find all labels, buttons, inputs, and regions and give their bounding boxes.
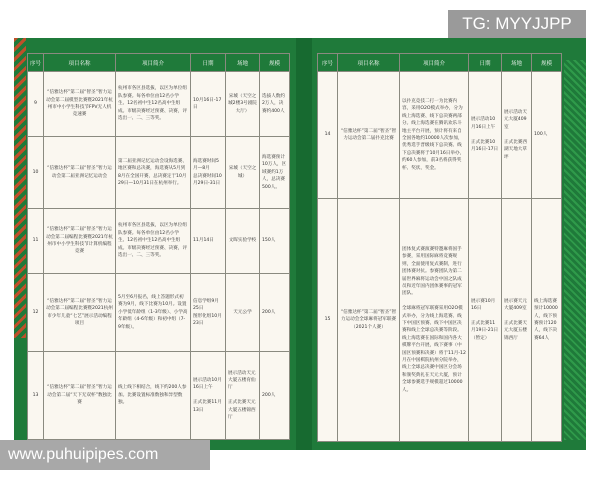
row-scale: 150人 — [260, 209, 290, 274]
row-scale: 200人 — [260, 274, 290, 352]
row-intro: 5月至6月报名，线上答题形式初赛为9月，线下比赛为10月。设置小学低年龄组（1-3年级）、小学高年龄组（4-6年级）和初中组（7-9年级）。 — [116, 274, 191, 352]
row-no: 15 — [318, 199, 338, 442]
right-page-table — [317, 53, 562, 442]
row-scale: 选拔人数约2万人，决赛约400人 — [260, 72, 290, 137]
row-venue: 宋城（天空之城2楼3号剧院大厅） — [226, 72, 260, 137]
row-intro: 杭州市各区县选拔，以区为单位组队参赛。每各单位由12名小学生、12名初中生12名高中生组成。市级决赛经过预赛、决赛，评选出一、二、三等奖。 — [116, 72, 191, 137]
header-venue: 场地 — [226, 54, 260, 72]
watermark-bottom: www.puhuipipes.com — [0, 440, 210, 470]
left-page-table — [27, 53, 290, 440]
page-gutter — [296, 38, 312, 450]
row-no: 12 — [28, 274, 44, 352]
row-venue: 展示赛天元大厦409室 正式比赛天元大厦五楼锦西厅 — [502, 199, 532, 442]
row-name: “信雅达杯”第二届“智圣”智力运动会第二届编程比赛暨2021年杭州市中小学生科技节计算机编程竞赛 — [44, 209, 116, 274]
decorative-swirl — [564, 60, 586, 440]
row-intro: 杭州市各区县选拔，以区为单位组队参赛。每各单位由12名小学生、12名初中生12名高中生组成。市级决赛经过预赛、决赛，评选出一、二、三等奖。 — [116, 209, 191, 274]
row-name: “信雅达杯”第二届“智圣”智力运动会第二届模型比赛暨2021年杭州市中小学生科技节FPV无人机竞速赛 — [44, 72, 116, 137]
row-scale: 线上海选赛预计10000人，线下预赛预计120人，线下决赛64人 — [532, 199, 562, 442]
row-scale: 200人 — [260, 352, 290, 440]
row-venue: 天元公学 — [226, 274, 260, 352]
header-name: 项目名称 — [338, 54, 400, 72]
header-intro: 项目简介 — [400, 54, 469, 72]
table-row — [28, 352, 290, 440]
row-intro: 团体复式赛演赛特邀麻将国手参赛，采用国际麻将竞赛规则，全面使用复式赛制，进行团体赛对抗。参赛团队为第二届世界麻将运动会中国之队成员和近年国内团体赛事的冠军团队。 全球麻将冠军联赛采用O2O模式举办，分为线上海选赛、线下中国区预赛、线下中国区决赛和线上全球总决赛等阶段。线上海选赛在国际和国内各大棋牌平台开展，线下赛事（中国区预赛和决赛）将于11月-12月在中国棋院杭州分院举办，线上全球总决赛中国区分会场和颁奖典礼在天元大厦，预计全球参赛选手规模超过10000人。 — [400, 199, 469, 442]
table-row — [28, 209, 290, 274]
row-date: 信息学组9月25日 图形化组10月23日 — [191, 274, 226, 352]
header-date: 日期 — [469, 54, 502, 72]
row-no: 13 — [28, 352, 44, 440]
header-no: 序号 — [318, 54, 338, 72]
row-name: “信雅达杯”第二届“智圣”智力运动会第二届“天下无双杯”数独比赛 — [44, 352, 116, 440]
row-intro: 线上线下相结合，线下约200人参加。比赛设置标准数独和异型数独。 — [116, 352, 191, 440]
table-row — [28, 72, 290, 137]
row-no: 9 — [28, 72, 44, 137]
row-venue: 展示活动天元大厦五楼育仙厅 正式比赛天元大厦五楼锦西厅 — [226, 352, 260, 440]
row-name: “信雅达杯”第二届“智圣”智力运动会全球麻将冠军联赛（2021个人赛） — [338, 199, 400, 442]
header-venue: 场地 — [502, 54, 532, 72]
table-row — [318, 199, 562, 442]
row-scale: 100人 — [532, 72, 562, 199]
table-row — [28, 274, 290, 352]
table-header-row — [318, 54, 562, 72]
row-date: 海选赛时间5月—8月 总决赛时间10月29日-31日 — [191, 137, 226, 209]
row-venue: 展示活动天元大厦409室 正式比赛西湖天地大草坪 — [502, 72, 532, 199]
row-venue: 文晖实验学校 — [226, 209, 260, 274]
row-name: “信雅达杯”第二届“智圣”智力运动会第二届扑克比赛 — [338, 72, 400, 199]
row-no: 11 — [28, 209, 44, 274]
row-name: “信雅达杯”第二届“智圣”智力运动会第二届亚洲记忆运动会 — [44, 137, 116, 209]
header-scale: 规模 — [532, 54, 562, 72]
header-name: 项目名称 — [44, 54, 116, 72]
row-date: 11月14日 — [191, 209, 226, 274]
row-date: 展示活动10月16日上午 正式比赛11月13日 — [191, 352, 226, 440]
row-date: 10月16日-17日 — [191, 72, 226, 137]
header-no: 序号 — [28, 54, 44, 72]
decorative-stripes — [14, 38, 26, 338]
table-header-row — [28, 54, 290, 72]
row-name: “信雅达杯”第二届“智圣”智力运动会第二届编程比赛暨2021杭州市少年儿童“七艺”展示活动编程项目 — [44, 274, 116, 352]
watermark-top: TG: MYYJJPP — [448, 10, 586, 38]
row-scale: 海选赛预计10万人，区域赛约1万人，总决赛500人。 — [260, 137, 290, 209]
row-intro: 第二届亚洲记忆运动会设海选赛、地区赛和总决赛，海选赛从5月到8月在全国开赛，总决赛定于10月29日—10月31日在杭州举行。 — [116, 137, 191, 209]
row-no: 14 — [318, 72, 338, 199]
row-date: 展示活动10月16日上午 正式比赛10月16日-17日 — [469, 72, 502, 199]
row-no: 10 — [28, 137, 44, 209]
row-venue: 宋城（天空之城） — [226, 137, 260, 209]
header-intro: 项目简介 — [116, 54, 191, 72]
table-row — [28, 137, 290, 209]
header-date: 日期 — [191, 54, 226, 72]
row-date: 展示赛10月16日 正式比赛11月19日-21日（暂定） — [469, 199, 502, 442]
table-row — [318, 72, 562, 199]
row-intro: 以扑克竞技二打一为比赛内容，采用O2O模式举办，分为线上海选赛、线下总决赛两部分。线上海选赛在腾讯欢乐斗地主平台开展，预计将有来自全国各地约10000人次参加，优秀选手晋级线下总决赛。线下总决赛将于10月16日举办，约60人参加，前3名将获得奖杯、奖状、奖金。 — [400, 72, 469, 199]
header-scale: 规模 — [260, 54, 290, 72]
